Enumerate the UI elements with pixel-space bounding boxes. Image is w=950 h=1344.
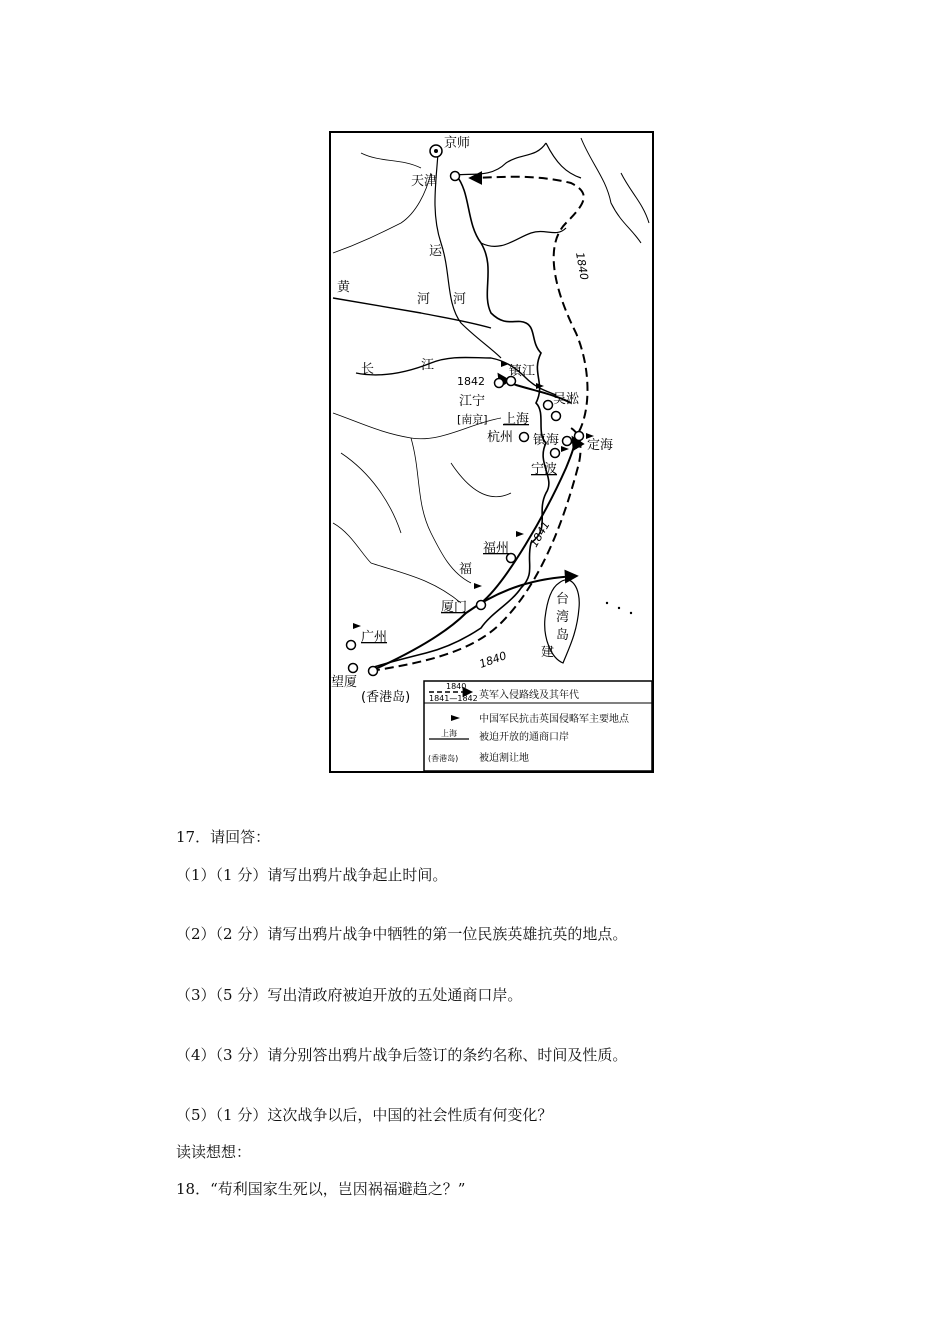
legend-port-sample: 上海 <box>441 729 457 738</box>
question-17: 17．请回答： <box>176 828 271 846</box>
label-hongkong: (香港岛) <box>361 690 411 705</box>
grand-canal <box>435 153 501 358</box>
label-tianjin: 天津 <box>411 174 438 189</box>
label-guangzhou: 广州 <box>361 630 388 645</box>
label-jingshi: 京师 <box>444 136 471 151</box>
yellow-river <box>333 298 491 328</box>
map-legend <box>424 681 652 771</box>
label-huang: 黄 <box>337 280 351 295</box>
label-wangxia: 望厦 <box>331 675 358 690</box>
guangzhou-marker <box>347 641 356 650</box>
shandong-peninsula <box>481 228 566 246</box>
label-fu: 福 <box>459 562 473 577</box>
wusong-marker <box>544 401 553 410</box>
tianjin-marker <box>451 172 460 181</box>
shanghai-marker <box>552 412 561 421</box>
label-dinghai: 定海 <box>587 438 614 453</box>
label-he-1: 河 <box>417 292 431 307</box>
north-coast <box>456 143 581 178</box>
question-17-1: （1）（1 分）请写出鸦片战争起止时间。 <box>176 866 448 884</box>
label-tai: 台 <box>556 592 570 607</box>
label-fuzhou: 福州 <box>483 541 510 556</box>
label-jiangning: 江宁 <box>459 394 486 409</box>
opium-war-map <box>329 131 654 773</box>
label-route-1841: 1841 <box>527 518 553 550</box>
label-wusong: 吴淞 <box>553 392 580 407</box>
ningbo-marker <box>551 449 560 458</box>
legend-ceded-land: 被迫割让地 <box>479 753 529 764</box>
hangzhou-marker <box>520 433 529 442</box>
read-and-think: 读读想想： <box>176 1143 252 1161</box>
legend-ceded-sample: (香港岛) <box>428 754 459 763</box>
label-jiang: 江 <box>421 358 435 373</box>
label-dao: 岛 <box>556 628 570 643</box>
wangxia-marker <box>349 664 358 673</box>
label-zhenhai: 镇海 <box>533 433 560 448</box>
label-yun: 运 <box>429 244 443 259</box>
label-1842: 1842 <box>457 375 485 388</box>
legend-years-bottom: 1841—1842 <box>429 694 478 703</box>
question-17-2: （2）（2 分）请写出鸦片战争中牺牲的第一位民族英雄抗英的地点。 <box>176 925 628 943</box>
korea-outline <box>581 138 649 243</box>
label-nanjing: [南京] <box>457 413 488 426</box>
label-jian: 建 <box>541 645 555 660</box>
province-borders <box>333 413 514 603</box>
north-borders <box>333 153 431 253</box>
label-chang: 长 <box>361 362 375 377</box>
label-ningbo: 宁波 <box>531 462 558 477</box>
dinghai-marker <box>575 432 584 441</box>
zhenhai-marker <box>563 437 572 446</box>
question-17-4: （4）（3 分）请分别答出鸦片战争后签订的条约名称、时间及性质。 <box>176 1046 628 1064</box>
legend-treaty-ports: 被迫开放的通商口岸 <box>479 732 569 743</box>
question-18: 18．“苟利国家生死以，岂因祸福避趋之？” <box>176 1180 466 1198</box>
jiangning-marker <box>495 379 504 388</box>
hongkong-marker <box>369 667 378 676</box>
legend-invasion-route: 英军入侵路线及其年代 <box>479 690 579 701</box>
label-shanghai: 上海 <box>503 412 530 427</box>
map-canvas <box>331 133 652 771</box>
legend-resistance: 中国军民抗击英国侵略军主要地点 <box>479 714 629 725</box>
question-17-5: （5）（1 分）这次战争以后，中国的社会性质有何变化？ <box>176 1106 553 1124</box>
label-route-1840-south: 1840 <box>477 649 509 671</box>
question-17-3: （3）（5 分）写出清政府被迫开放的五处通商口岸。 <box>176 986 523 1004</box>
label-xiamen: 厦门 <box>441 600 468 615</box>
label-route-1840-north: 1840 <box>573 251 591 282</box>
legend-years-top: 1840 <box>446 682 467 691</box>
label-he-2: 河 <box>453 292 467 307</box>
xiamen-marker <box>477 601 486 610</box>
label-hangzhou: 杭州 <box>487 430 514 445</box>
label-wan: 湾 <box>556 610 570 625</box>
label-zhenjiang: 镇江 <box>509 364 536 379</box>
